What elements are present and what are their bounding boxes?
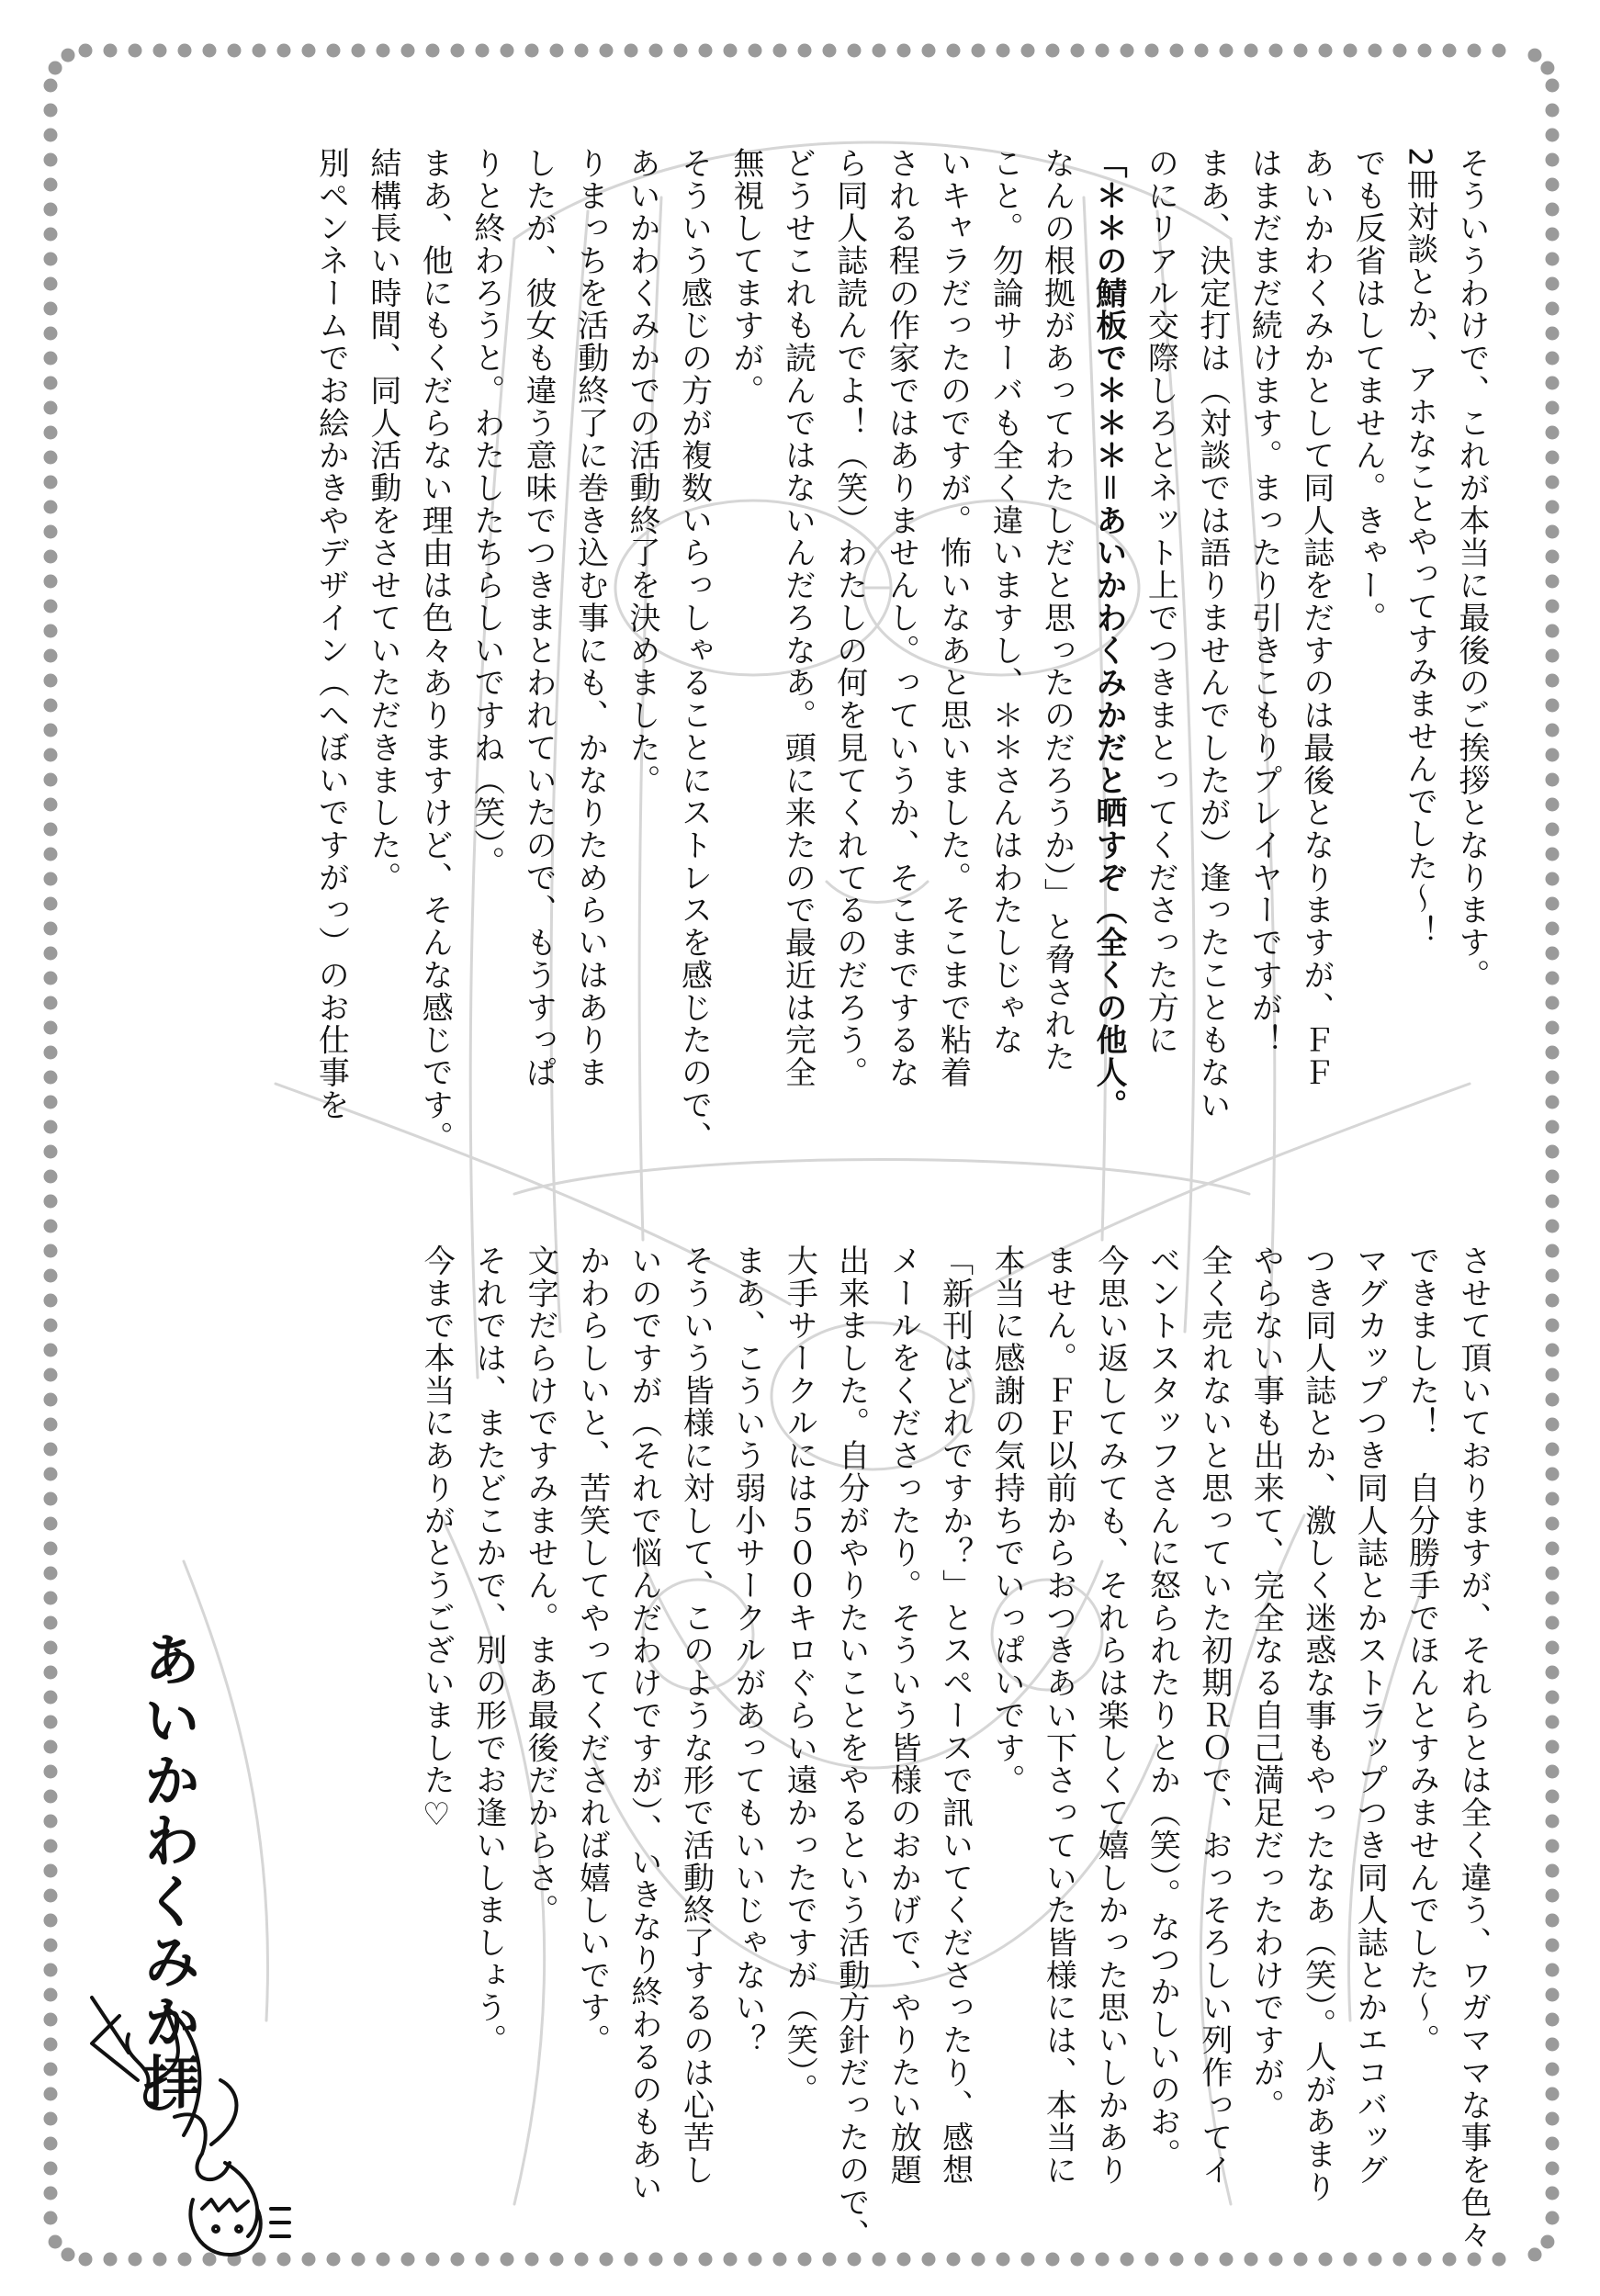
text-line: そういうわけで、これが本当に最後のご挨拶となります。 bbox=[1453, 147, 1490, 992]
text-line: できました！ 自分勝手でほんとすみませんでした〜。 bbox=[1403, 1244, 1440, 2056]
text-line: 今思い返してみても、それらは楽しくて嬉しかった思いしかあり bbox=[1091, 1244, 1129, 2187]
text-line: 2冊対談とか、アホなことやってすみませんでした〜！ bbox=[1401, 147, 1438, 948]
text-line: 今まで本当にありがとうございました♡ bbox=[418, 1244, 456, 1835]
text-line: 文字だらけですみません。まあ最後だからさ。 bbox=[522, 1244, 559, 1927]
text-line: される程の作家ではありませんし。っていうか、そこまでするな bbox=[883, 147, 920, 1089]
text-line: いのですが（それで悩んだわけですが）、いきなり終わるのもあい bbox=[625, 1244, 662, 2203]
text-line: かわらしいと、苦笑してやってくだされば嬉しいです。 bbox=[573, 1244, 611, 2056]
text-line: したが、彼女も違う意味でつきまとわれていたので、もうすっぱ bbox=[520, 147, 558, 1089]
text-line: させて頂いておりますが、それらとは全く違う、ワガママな事を色々 bbox=[1455, 1244, 1492, 2252]
text-line: なんの根拠があってわたしだと思ったのだろうか）」と脅された bbox=[1038, 147, 1076, 1074]
text-line: 本当に感謝の気持ちでいっぱいです。 bbox=[988, 1244, 1026, 1797]
handwritten-signature bbox=[64, 1979, 303, 2282]
text-line: 「新刊はどれですか？」とスペースで訊いてくださったり、感想 bbox=[936, 1244, 974, 2187]
text-line: 大手サークルには５００キロぐらい遠かったですが（笑）。 bbox=[781, 1244, 818, 2106]
text-line: こと。勿論サーバも全く違いますし、＊＊さんはわたしじゃな bbox=[986, 147, 1024, 1057]
text-line: まあ、こういう弱小サークルがあってもいいじゃない？ bbox=[728, 1244, 766, 2056]
letter-text-lower-block bbox=[411, 1244, 1499, 2255]
text-line: のにリアル交際しろとネット上でつきまとってくださった方に bbox=[1142, 147, 1179, 1057]
text-line: それでは、またどこかで、別の形でお逢いしましょう。 bbox=[469, 1244, 507, 2056]
text-line: いキャラだったのですが。怖いなあと思いました。そこまで粘着 bbox=[934, 147, 972, 1089]
text-line: やらない事も出来て、完全なる自己満足だったわけですが。 bbox=[1247, 1244, 1285, 2122]
text-line: でも反省はしてません。きゃー。 bbox=[1349, 147, 1387, 635]
text-line: 全く売れないと思っていた初期ＲＯで、おっそろしい列作ってイ bbox=[1195, 1244, 1233, 2187]
text-line: そういう皆様に対して、このような形で活動終了するのは心苦し bbox=[677, 1244, 715, 2187]
text-line: マグカップつき同人誌とかストラップつき同人誌とかエコバッグ bbox=[1351, 1244, 1389, 2187]
text-line: どうせこれも読んではないんだろなあ。頭に来たので最近は完全 bbox=[779, 147, 817, 1089]
text-line: あいかわくみかとして同人誌をだすのは最後となりますが、ＦＦ bbox=[1297, 147, 1335, 1089]
author-signoff: あいかわくみか拝 bbox=[134, 1630, 201, 2113]
letter-text-upper-block bbox=[305, 147, 1497, 1166]
text-line: 別ペンネームでお絵かきやデザイン（へぼいですがっ）のお仕事を bbox=[312, 147, 350, 1121]
text-line: そういう感じの方が複数いらっしゃることにストレスを感じたので、 bbox=[675, 147, 713, 1154]
text-line: ません。ＦＦ以前からおつきあい下さっていた皆様には、本当に bbox=[1040, 1244, 1077, 2187]
text-line: はまだまだ続けます。まったり引きこもりプレイヤーですが！ bbox=[1245, 147, 1283, 1057]
text-line: りまっちを活動終了に巻き込む事にも、かなりためらいはありま bbox=[571, 147, 609, 1089]
text-line: 結構長い時間、同人活動をさせていただきました。 bbox=[364, 147, 401, 895]
text-line: 無視してますが。 bbox=[727, 147, 764, 407]
text-line: りと終わろうと。わたしたちらしいですね（笑）。 bbox=[468, 147, 505, 879]
text-line: 出来ました。自分がやりたいことをやるという活動方針だったので、 bbox=[832, 1244, 870, 2252]
text-line: あいかわくみかでの活動終了を決めました。 bbox=[624, 147, 660, 797]
text-line: 「＊＊の鯖板で＊＊＊＝あいかわくみかだと晒すぞ（全くの他人。 bbox=[1089, 147, 1127, 1121]
text-line: ら同人誌読んでよ！（笑）わたしの何を見てくれてるのだろう。 bbox=[830, 147, 868, 1089]
text-line: まあ、決定打は（対談では語りませんでしたが）逢ったこともない bbox=[1193, 147, 1231, 1121]
text-line: メールをくださったり。そういう皆様のおかげで、やりたい放題 bbox=[885, 1244, 922, 2187]
text-line: つき同人誌とか、激しく迷惑な事もやったなあ（笑）。人があまり bbox=[1299, 1244, 1336, 2203]
text-line: まあ、他にもくだらない理由は色々ありますけど、そんな感じです。 bbox=[416, 147, 454, 1154]
text-line: ベントスタッフさんに怒られたりとか（笑）。なつかしいのお。 bbox=[1144, 1244, 1181, 2171]
